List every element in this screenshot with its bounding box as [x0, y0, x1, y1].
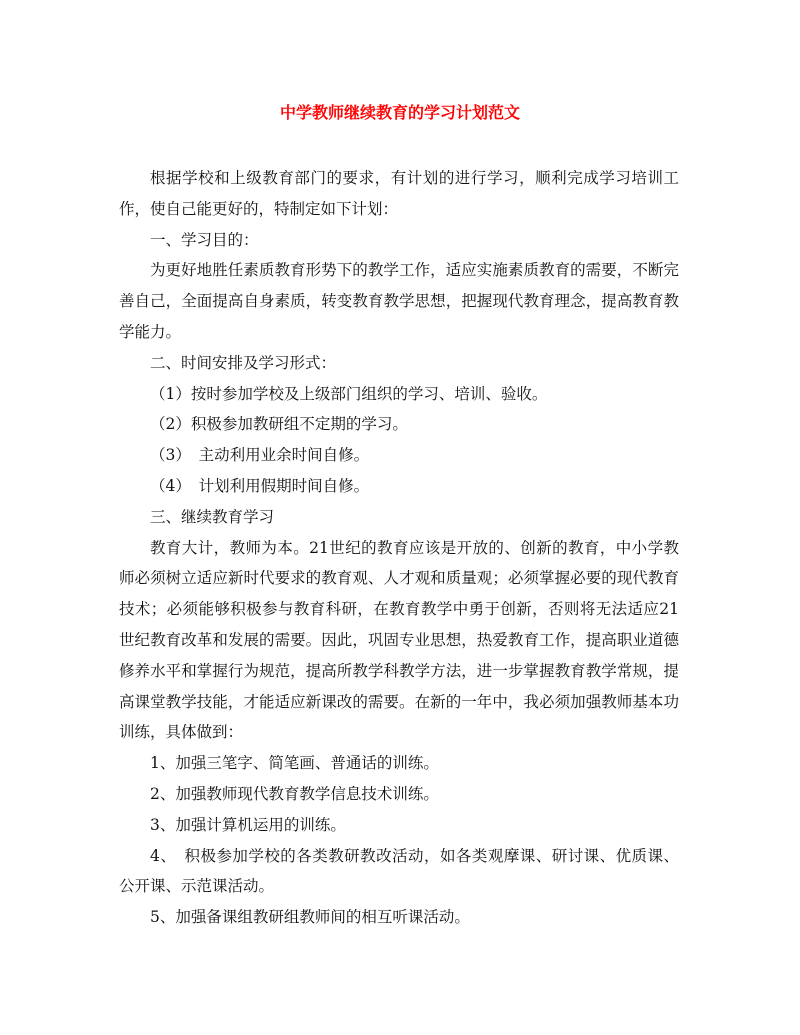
schedule-item-1: （1）按时参加学校及上级部门组织的学习、培训、验收。	[150, 384, 548, 403]
purpose-paragraph: 为更好地胜任素质教育形势下的教学工作，适应实施素质教育的需要，不断完善自己，全面提高自身素质，转变教育教学思想，把握现代教育理念，提高教育教学能力。	[119, 261, 679, 341]
document-title: 中学教师继续教育的学习计划范文	[279, 103, 520, 122]
training-item-5: 5、加强备课组教研组教师间的相互听课活动。	[150, 908, 470, 927]
training-item-4: 4、 积极参加学校的各类教研教改活动，如各类观摩课、研讨课、优质课、公开课、示范课活动。	[119, 846, 679, 896]
intro-paragraph: 根据学校和上级教育部门的要求，有计划的进行学习，顺利完成学习培训工作，使自己能更好的，特制定如下计划：	[119, 169, 679, 218]
schedule-item-4: （4） 计划利用假期时间自修。	[150, 476, 370, 495]
section-heading-continuing-education: 三、继续教育学习	[150, 507, 275, 526]
schedule-item-2: （2）积极参加教研组不定期的学习。	[150, 415, 408, 434]
training-item-1: 1、加强三笔字、简笔画、普通话的训练。	[150, 754, 439, 773]
section-heading-purpose: 一、学习目的：	[150, 230, 259, 249]
continuing-education-paragraph: 教育大计，教师为本。21世纪的教育应该是开放的、创新的教育，中小学教师必须树立适应新时代要求的教育观、人才观和质量观；必须掌握必要的现代教育技术；必须能够积极参与教育科研，在教育教学中勇于创新，否则将无法适应21世纪教育改革和发展的需要。因此，巩固专业思想，热爱教育工作，提高职业道德修养水平和掌握行为规范，提高所教学科教学方法，进一步掌握教育教学常规，提高课堂教学技能，才能适应新课改的需要。在新的一年中，我必须加强教师基本功训练，具体做到：	[119, 538, 679, 742]
training-item-2: 2、加强教师现代教育教学信息技术训练。	[150, 784, 439, 803]
document-body	[119, 163, 679, 933]
schedule-item-3: （3） 主动利用业余时间自修。	[150, 446, 370, 465]
training-item-3: 3、加强计算机运用的训练。	[150, 815, 346, 834]
section-heading-schedule: 二、时间安排及学习形式：	[150, 353, 337, 372]
